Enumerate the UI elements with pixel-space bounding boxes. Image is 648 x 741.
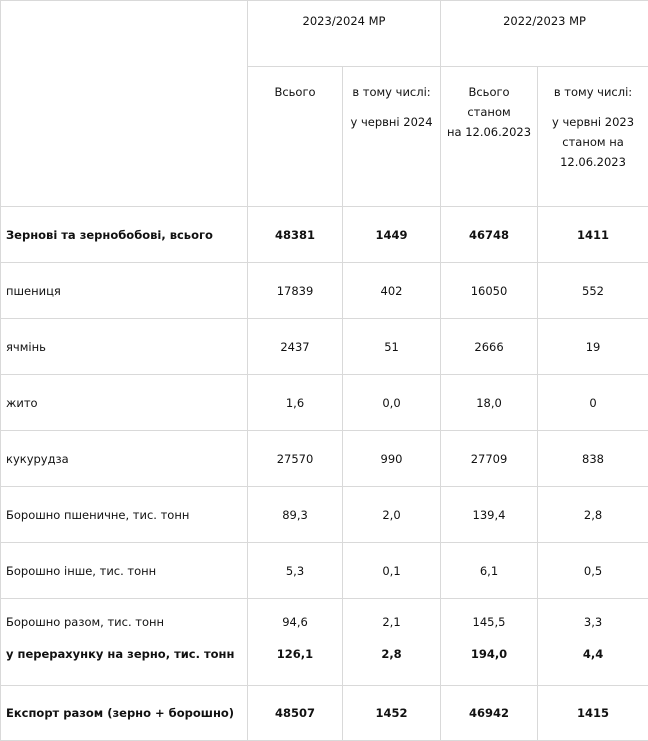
export-total-previous: 46942 (441, 686, 538, 741)
flour-june-previous: 3,3 (538, 599, 648, 630)
table-row (1, 263, 648, 319)
row-label: Зернові та зернобобові, всього (1, 207, 248, 263)
cell-total-previous: 46748 (441, 207, 538, 263)
export-june-current: 1452 (343, 686, 441, 741)
cell-june-current: 402 (343, 263, 441, 319)
header-total-current-text: Всього (274, 85, 315, 99)
cell-total-current: 48381 (248, 207, 343, 263)
cell-june-current: 2,0 (343, 487, 441, 543)
flour-total-label: Борошно разом, тис. тонн (6, 599, 247, 630)
export-total-label: Експорт разом (зерно + борошно) (1, 686, 248, 741)
cell-total-current: 89,3 (248, 487, 343, 543)
grain-june-previous: 4,4 (538, 630, 648, 662)
cell-total-previous: 139,4 (441, 487, 538, 543)
export-total-row (1, 686, 648, 741)
header-total-previous-line1: Всього станом (467, 85, 510, 119)
row-label: Борошно пшеничне, тис. тонн (1, 487, 248, 543)
flour-total-current-cell (248, 599, 343, 686)
export-june-previous: 1415 (538, 686, 648, 741)
cell-june-previous: 1411 (538, 207, 648, 263)
header-total-previous (441, 67, 538, 207)
cell-total-current: 2437 (248, 319, 343, 375)
header-june-current-line2: у червні 2024 (350, 115, 432, 129)
header-total-current (248, 67, 343, 207)
table-row (1, 543, 648, 599)
cell-total-current: 27570 (248, 431, 343, 487)
header-june-previous (538, 67, 648, 207)
cell-june-previous: 0 (538, 375, 648, 431)
cell-total-current: 17839 (248, 263, 343, 319)
grain-equivalent-label: у перерахунку на зерно, тис. тонн (6, 630, 247, 662)
cell-june-current: 0,1 (343, 543, 441, 599)
cell-june-previous: 552 (538, 263, 648, 319)
row-label: жито (1, 375, 248, 431)
table-row (1, 375, 648, 431)
table-row (1, 319, 648, 375)
cell-total-previous: 6,1 (441, 543, 538, 599)
grain-june-current: 2,8 (343, 630, 440, 662)
cell-total-previous: 18,0 (441, 375, 538, 431)
header-period-previous: 2022/2023 МР (441, 1, 648, 67)
cell-june-previous: 838 (538, 431, 648, 487)
flour-total-previous: 145,5 (441, 599, 537, 630)
header-june-current (343, 67, 441, 207)
cell-total-previous: 27709 (441, 431, 538, 487)
flour-total-previous-cell (441, 599, 538, 686)
header-period-current: 2023/2024 МР (248, 1, 441, 67)
row-label: ячмінь (1, 319, 248, 375)
header-june-previous-line2: у червні 2023 (552, 115, 634, 129)
cell-june-current: 1449 (343, 207, 441, 263)
header-june-previous-line3: станом на (562, 135, 624, 149)
row-label: пшениця (1, 263, 248, 319)
grain-total-current: 126,1 (248, 630, 342, 662)
cell-june-current: 990 (343, 431, 441, 487)
cell-june-current: 51 (343, 319, 441, 375)
flour-total-label-cell (1, 599, 248, 686)
table-row (1, 487, 648, 543)
cell-total-previous: 2666 (441, 319, 538, 375)
header-period-row (1, 1, 648, 67)
cell-june-previous: 0,5 (538, 543, 648, 599)
flour-june-current: 2,1 (343, 599, 440, 630)
grain-total-previous: 194,0 (441, 630, 537, 662)
flour-june-current-cell (343, 599, 441, 686)
cell-june-current: 0,0 (343, 375, 441, 431)
row-label: кукурудза (1, 431, 248, 487)
cell-total-current: 1,6 (248, 375, 343, 431)
flour-june-previous-cell (538, 599, 648, 686)
header-total-previous-line2: на 12.06.2023 (447, 125, 531, 139)
table-row (1, 431, 648, 487)
header-june-previous-line4: 12.06.2023 (560, 155, 626, 169)
cell-june-previous: 19 (538, 319, 648, 375)
flour-total-row (1, 599, 648, 686)
export-total-current: 48507 (248, 686, 343, 741)
flour-total-current: 94,6 (248, 599, 342, 630)
cell-june-previous: 2,8 (538, 487, 648, 543)
row-label: Борошно інше, тис. тонн (1, 543, 248, 599)
cell-total-current: 5,3 (248, 543, 343, 599)
header-june-previous-line1: в тому числі: (554, 85, 632, 99)
header-june-current-line1: в тому числі: (352, 85, 430, 99)
header-empty-cell (1, 1, 248, 207)
cell-total-previous: 16050 (441, 263, 538, 319)
table-row (1, 207, 648, 263)
